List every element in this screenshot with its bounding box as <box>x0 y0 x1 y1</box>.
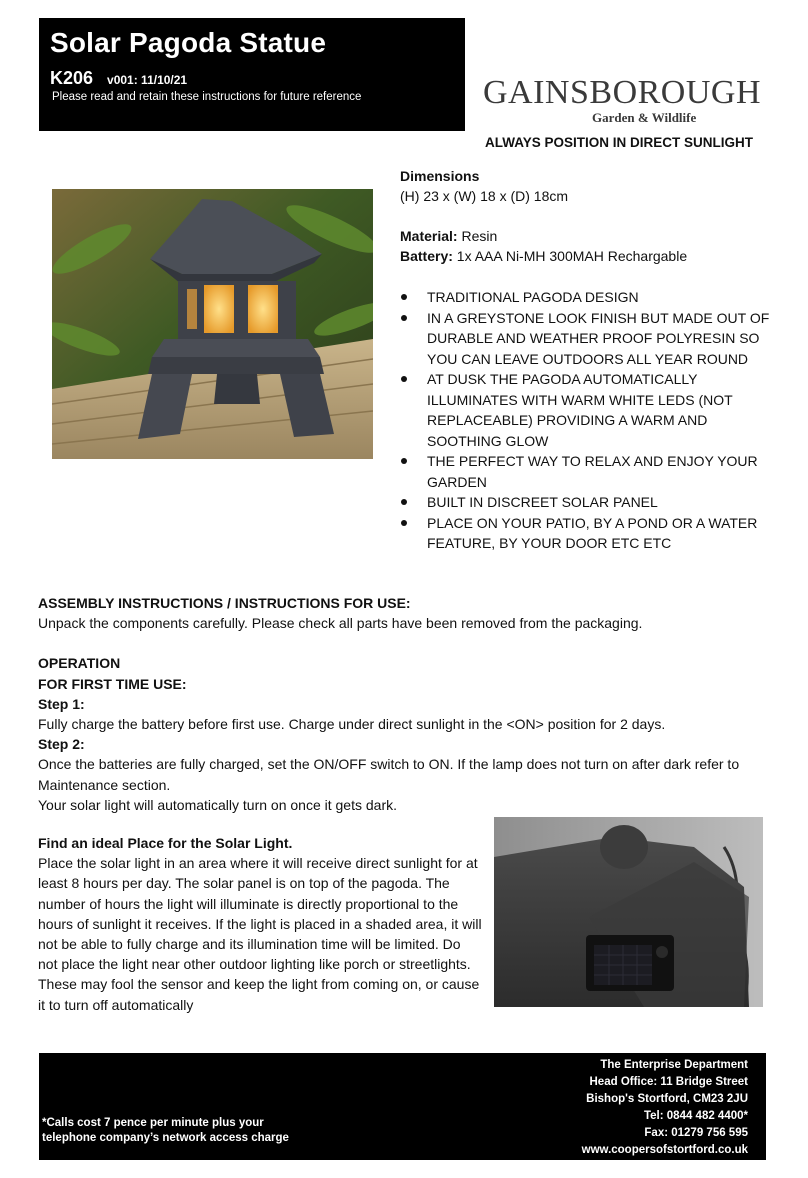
instructions <box>38 593 778 815</box>
sunlight-notice: ALWAYS POSITION IN DIRECT SUNLIGHT <box>485 135 754 150</box>
header-banner <box>39 18 465 131</box>
head-office: Head Office: 11 Bridge Street <box>589 1076 748 1088</box>
brand-name: GAINSBOROUGH <box>483 74 762 111</box>
operation-heading: OPERATION <box>38 655 121 672</box>
footer-banner <box>39 1053 766 1160</box>
step1-label: Step 1: <box>38 695 85 712</box>
list-item: PLACE ON YOUR PATIO, BY A POND OR A WATER FEATURE, BY YOUR DOOR ETC ETC <box>400 513 772 554</box>
placement-heading: Find an ideal Place for the Solar Light. <box>38 835 293 851</box>
auto-on-text: Your solar light will automatically turn on once it gets dark. <box>38 796 397 813</box>
battery-row <box>400 246 780 266</box>
feature-list <box>400 287 772 554</box>
material-row <box>400 226 780 246</box>
step1-text: Fully charge the battery before first use. Charge under direct sunlight in the <ON> position for 2 days. <box>38 716 666 733</box>
step2-text: Once the batteries are fully charged, set the ON/OFF switch to ON. If the lamp does not turn on after dark refer to Maintenance section. <box>38 756 740 793</box>
assembly-heading: ASSEMBLY INSTRUCTIONS / INSTRUCTIONS FOR USE: <box>38 595 411 611</box>
list-item: AT DUSK THE PAGODA AUTOMATICALLY ILLUMINATES WITH WARM WHITE LEDS (NOT REPLACEABLE) PROVIDING A WARM AND SOOTHING GLOW <box>400 369 772 451</box>
material-value: Resin <box>457 228 498 244</box>
product-code-value: K206 <box>50 68 94 88</box>
first-time-heading: FOR FIRST TIME USE: <box>38 675 187 692</box>
telephone: Tel: 0844 482 4400* <box>643 1110 748 1122</box>
version-date: v001: 11/10/21 <box>107 73 188 87</box>
list-item: THE PERFECT WAY TO RELAX AND ENJOY YOUR GARDEN <box>400 451 772 492</box>
calls-cost-line-1: *Calls cost 7 pence per minute plus your <box>42 1117 264 1129</box>
retain-note: Please read and retain these instructions for future reference <box>52 91 362 103</box>
fax: Fax: 01279 756 595 <box>644 1127 748 1139</box>
specifications <box>400 166 780 266</box>
town-postcode: Bishop's Stortford, CM23 2JU <box>586 1093 748 1105</box>
brand-logo <box>480 74 770 130</box>
step2-label: Step 2: <box>38 736 85 753</box>
battery-label: Battery: <box>400 248 453 264</box>
brand-tagline: Garden & Wildlife <box>592 110 697 125</box>
product-title: Solar Pagoda Statue <box>50 27 327 58</box>
calls-cost-line-2: telephone company’s network access charge <box>42 1132 289 1144</box>
battery-value: 1x AAA Ni-MH 300MAH Rechargable <box>452 248 688 264</box>
calls-cost-note <box>42 1116 289 1146</box>
dimensions-value: (H) 23 x (W) 18 x (D) 18cm <box>400 188 569 204</box>
website-link[interactable]: www.coopersofstortford.co.uk <box>581 1144 748 1156</box>
placement-section <box>38 833 483 1015</box>
department-name: The Enterprise Department <box>600 1059 748 1071</box>
pagoda-photo <box>52 189 373 459</box>
list-item: TRADITIONAL PAGODA DESIGN <box>400 287 772 308</box>
contact-details <box>582 1057 748 1159</box>
assembly-text: Unpack the components carefully. Please check all parts have been removed from the packaging. <box>38 615 643 632</box>
list-item: IN A GREYSTONE LOOK FINISH BUT MADE OUT OF DURABLE AND WEATHER PROOF POLYRESIN SO YOU CAN LEAVE OUTDOORS ALL YEAR ROUND <box>400 308 772 370</box>
solar-panel-photo <box>494 817 763 1007</box>
material-label: Material: <box>400 228 458 244</box>
placement-text: Place the solar light in an area where it will receive direct sunlight for at least 8 hours per day. The solar panel is on top of the pagoda. The number of hours the light will illuminate is directly proportional to the hours of sunlight it receives. If the light is placed in a shaded area, it will not be able to fully charge and its illumination time will be limited. Do not place the light near other outdoor lighting like porch or streetlights. These may fool the sensor and keep the light from coming on, or cause it to turn off automatically <box>38 855 482 1013</box>
product-code <box>50 68 187 89</box>
dimensions-label: Dimensions <box>400 168 480 184</box>
list-item: BUILT IN DISCREET SOLAR PANEL <box>400 492 772 513</box>
